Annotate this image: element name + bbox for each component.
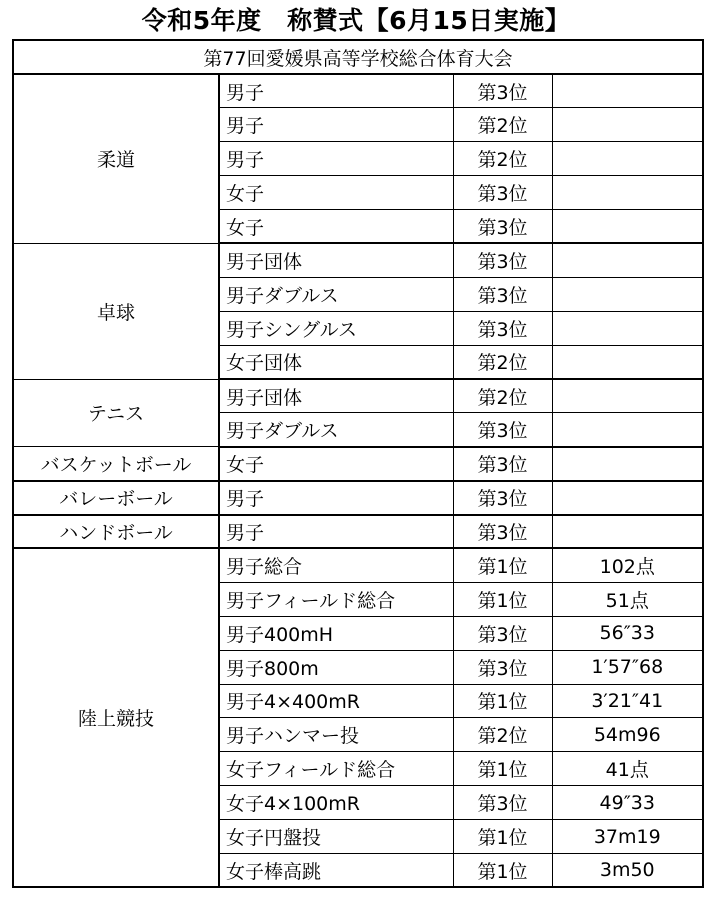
event-name: 男子団体 — [219, 379, 453, 413]
record-value — [552, 311, 703, 345]
rank-value: 第3位 — [453, 176, 552, 210]
event-name: 男子ハンマー投 — [219, 718, 453, 752]
record-value: 41点 — [552, 752, 703, 786]
table-row — [13, 515, 703, 549]
rank-value: 第3位 — [453, 650, 552, 684]
record-value: 37m19 — [552, 820, 703, 854]
record-value: 3m50 — [552, 853, 703, 887]
event-name: 女子 — [219, 176, 453, 210]
record-value: 3′21″41 — [552, 684, 703, 718]
sport-name: ハンドボール — [13, 515, 219, 549]
record-value: 56″33 — [552, 616, 703, 650]
sport-name: テニス — [13, 379, 219, 447]
event-name: 女子円盤投 — [219, 820, 453, 854]
record-value — [552, 481, 703, 515]
rank-value: 第1位 — [453, 853, 552, 887]
event-name: 男子4×400mR — [219, 684, 453, 718]
table-header-row — [13, 40, 703, 74]
event-name: 男子 — [219, 481, 453, 515]
record-value: 49″33 — [552, 786, 703, 820]
competition-name: 第77回愛媛県高等学校総合体育大会 — [13, 40, 703, 74]
rank-value: 第2位 — [453, 142, 552, 176]
sport-name: 陸上競技 — [13, 548, 219, 887]
event-name: 男子団体 — [219, 243, 453, 277]
event-name: 男子 — [219, 142, 453, 176]
page-title: 令和5年度 称賛式【6月15日実施】 — [141, 6, 571, 35]
record-value — [552, 243, 703, 277]
rank-value: 第2位 — [453, 718, 552, 752]
record-value — [552, 345, 703, 379]
record-value — [552, 447, 703, 481]
event-name: 男子ダブルス — [219, 413, 453, 447]
record-value — [552, 277, 703, 311]
event-name: 女子 — [219, 210, 453, 244]
event-name: 男子フィールド総合 — [219, 582, 453, 616]
table-row — [13, 379, 703, 413]
rank-value: 第1位 — [453, 582, 552, 616]
sport-name: バレーボール — [13, 481, 219, 515]
rank-value: 第3位 — [453, 210, 552, 244]
rank-value: 第3位 — [453, 786, 552, 820]
rank-value: 第2位 — [453, 108, 552, 142]
event-name: 男子総合 — [219, 548, 453, 582]
table-row — [13, 447, 703, 481]
rank-value: 第1位 — [453, 752, 552, 786]
rank-value: 第3位 — [453, 311, 552, 345]
sport-name: 卓球 — [13, 243, 219, 379]
rank-value: 第1位 — [453, 820, 552, 854]
sport-name: バスケットボール — [13, 447, 219, 481]
record-value — [552, 142, 703, 176]
results-table — [12, 39, 704, 888]
record-value: 1′57″68 — [552, 650, 703, 684]
record-value — [552, 74, 703, 108]
rank-value: 第3位 — [453, 74, 552, 108]
event-name: 男子 — [219, 74, 453, 108]
record-value: 102点 — [552, 548, 703, 582]
event-name: 女子フィールド総合 — [219, 752, 453, 786]
event-name: 男子シングルス — [219, 311, 453, 345]
table-row — [13, 481, 703, 515]
rank-value: 第1位 — [453, 684, 552, 718]
rank-value: 第3位 — [453, 481, 552, 515]
record-value — [552, 108, 703, 142]
rank-value: 第3位 — [453, 413, 552, 447]
record-value — [552, 176, 703, 210]
rank-value: 第3位 — [453, 447, 552, 481]
event-name: 男子800m — [219, 650, 453, 684]
rank-value: 第3位 — [453, 243, 552, 277]
event-name: 男子ダブルス — [219, 277, 453, 311]
table-row — [13, 74, 703, 108]
event-name: 男子 — [219, 515, 453, 549]
record-value — [552, 515, 703, 549]
rank-value: 第3位 — [453, 515, 552, 549]
record-value — [552, 413, 703, 447]
record-value — [552, 379, 703, 413]
rank-value: 第3位 — [453, 616, 552, 650]
rank-value: 第2位 — [453, 379, 552, 413]
record-value — [552, 210, 703, 244]
record-value: 51点 — [552, 582, 703, 616]
event-name: 女子棒高跳 — [219, 853, 453, 887]
table-row — [13, 243, 703, 277]
rank-value: 第2位 — [453, 345, 552, 379]
event-name: 女子 — [219, 447, 453, 481]
sport-name: 柔道 — [13, 74, 219, 243]
event-name: 男子 — [219, 108, 453, 142]
record-value: 54m96 — [552, 718, 703, 752]
table-row — [13, 548, 703, 582]
rank-value: 第1位 — [453, 548, 552, 582]
event-name: 女子4×100mR — [219, 786, 453, 820]
event-name: 男子400mH — [219, 616, 453, 650]
rank-value: 第3位 — [453, 277, 552, 311]
event-name: 女子団体 — [219, 345, 453, 379]
